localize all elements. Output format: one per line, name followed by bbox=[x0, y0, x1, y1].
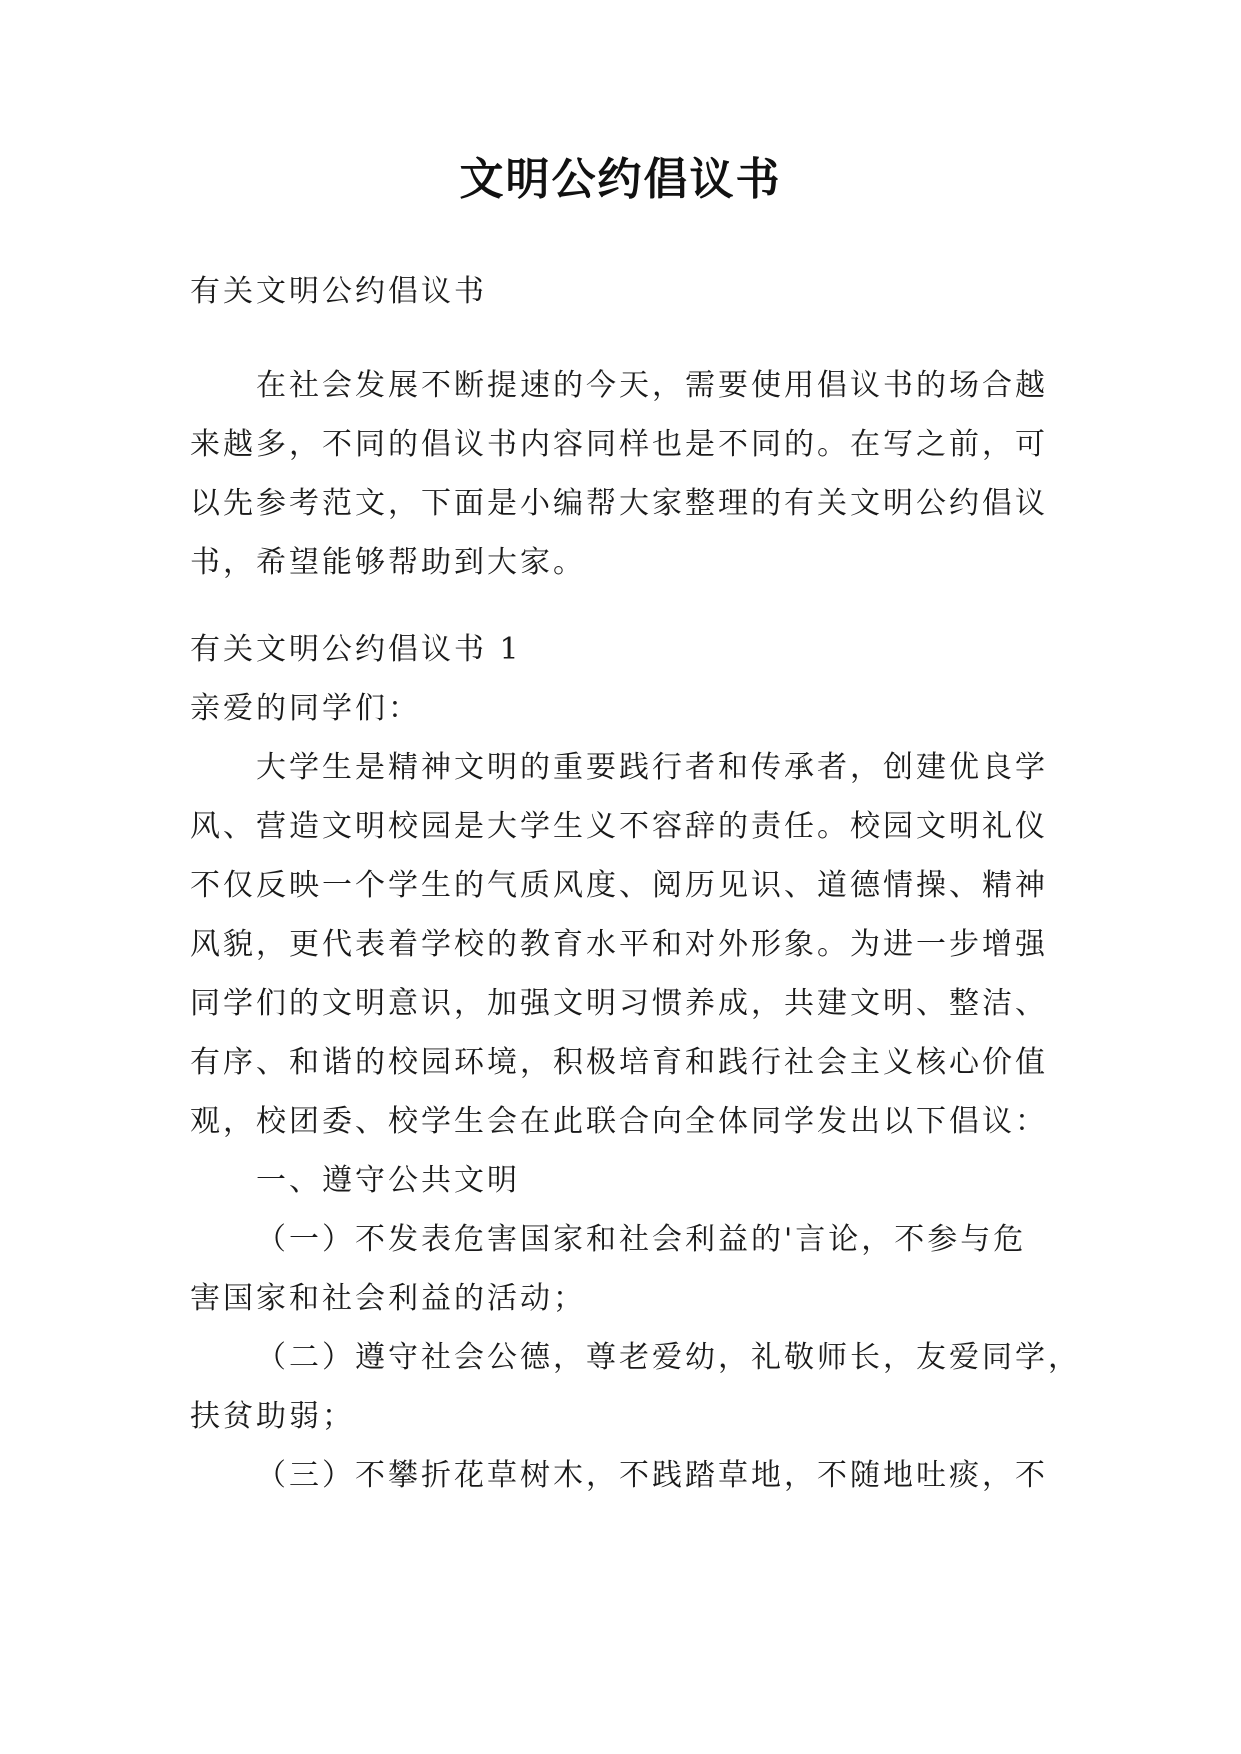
body-line: 风、营造文明校园是大学生义不容辞的责任。校园文明礼仪 bbox=[190, 809, 1048, 844]
list-heading: 一、遵守公共文明 bbox=[256, 1163, 520, 1198]
intro-line: 来越多，不同的倡议书内容同样也是不同的。在写之前，可 bbox=[190, 427, 1048, 462]
intro-line: 在社会发展不断提速的今天，需要使用倡议书的场合越 bbox=[256, 368, 1048, 403]
letter-section bbox=[190, 620, 1081, 1505]
section-heading: 有关文明公约倡议书 1 bbox=[190, 632, 522, 667]
body-line: 有序、和谐的校园环境，积极培育和践行社会主义核心价值 bbox=[190, 1045, 1048, 1080]
list-item-line: （一）不发表危害国家和社会利益的'言论，不参与危 bbox=[256, 1222, 1027, 1257]
document-title: 文明公约倡议书 bbox=[459, 154, 782, 205]
intro-paragraph bbox=[190, 356, 1060, 592]
intro-line: 以先参考范文，下面是小编帮大家整理的有关文明公约倡议 bbox=[190, 486, 1048, 521]
list-item-line: 扶贫助弱； bbox=[190, 1399, 355, 1434]
body-line: 不仅反映一个学生的气质风度、阅历见识、道德情操、精神 bbox=[190, 868, 1048, 903]
subtitle: 有关文明公约倡议书 bbox=[190, 274, 487, 309]
subtitle-block bbox=[190, 262, 1060, 321]
list-item-line: 害国家和社会利益的活动； bbox=[190, 1281, 586, 1316]
body-line: 观，校团委、校学生会在此联合向全体同学发出以下倡议： bbox=[190, 1104, 1048, 1139]
salutation: 亲爱的同学们： bbox=[190, 691, 421, 726]
body-line: 同学们的文明意识，加强文明习惯养成，共建文明、整洁、 bbox=[190, 986, 1048, 1021]
body-line: 风貌，更代表着学校的教育水平和对外形象。为进一步增强 bbox=[190, 927, 1048, 962]
list-item-line: （三）不攀折花草树木，不践踏草地，不随地吐痰，不 bbox=[256, 1458, 1048, 1493]
intro-line: 书，希望能够帮助到大家。 bbox=[190, 545, 586, 580]
body-line: 大学生是精神文明的重要践行者和传承者，创建优良学 bbox=[256, 750, 1048, 785]
list-item-line: （二）遵守社会公德，尊老爱幼，礼敬师长，友爱同学， bbox=[256, 1340, 1081, 1375]
